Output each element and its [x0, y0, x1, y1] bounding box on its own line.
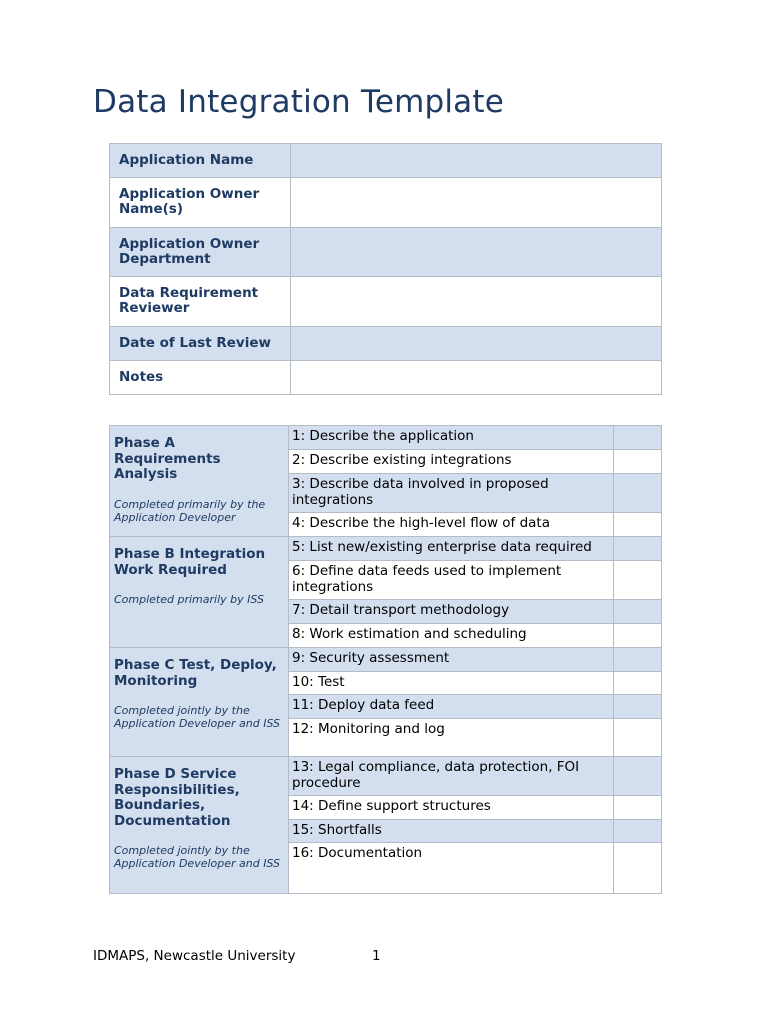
task-status-cell[interactable] — [614, 450, 662, 474]
application-info-table — [109, 143, 662, 395]
task-status-cell[interactable] — [614, 600, 662, 624]
phase-title: Phase C Test, Deploy, Monitoring — [114, 657, 277, 689]
info-row-notes — [110, 361, 662, 395]
task-label: 8: Work estimation and scheduling — [289, 624, 614, 648]
task-label: 4: Describe the high-level flow of data — [289, 513, 614, 537]
task-label: 15: Shortfalls — [289, 820, 614, 843]
info-label: Notes — [110, 361, 291, 395]
info-value-field[interactable] — [291, 178, 662, 228]
task-label: 10: Test — [289, 672, 614, 695]
info-value-field[interactable] — [291, 361, 662, 395]
task-label: 2: Describe existing integrations — [289, 450, 614, 474]
info-value-field[interactable] — [291, 327, 662, 361]
info-label: Application Name — [110, 144, 291, 178]
task-label: 9: Security assessment — [289, 648, 614, 672]
task-label: 6: Define data feeds used to implement integrations — [289, 561, 614, 600]
document-title: Data Integration Template — [93, 84, 504, 120]
task-status-cell[interactable] — [614, 695, 662, 719]
phase-task-table — [109, 425, 662, 894]
task-label: 7: Detail transport methodology — [289, 600, 614, 624]
phase-title: Phase B Integration Work Required — [114, 546, 266, 578]
info-row-owner-names — [110, 178, 662, 228]
info-value-field[interactable] — [291, 144, 662, 178]
footer-text: IDMAPS, Newcastle University — [93, 948, 296, 964]
task-label: 16: Documentation — [289, 843, 614, 894]
task-label: 5: List new/existing enterprise data required — [289, 537, 614, 561]
task-status-cell[interactable] — [614, 561, 662, 600]
task-status-cell[interactable] — [614, 426, 662, 450]
info-label: Data Requirement Reviewer — [110, 277, 291, 327]
phase-title: Phase D Service Responsibilities, Boundaries, Documentation — [114, 766, 240, 829]
info-row-owner-department — [110, 228, 662, 277]
task-status-cell[interactable] — [614, 757, 662, 796]
page-number: 1 — [372, 948, 381, 964]
task-label: 11: Deploy data feed — [289, 695, 614, 719]
task-label: 13: Legal compliance, data protection, FOI procedure — [289, 757, 614, 796]
task-label: 12: Monitoring and log — [289, 719, 614, 757]
task-status-cell[interactable] — [614, 513, 662, 537]
task-status-cell[interactable] — [614, 474, 662, 513]
phase-cell — [110, 426, 289, 537]
task-row — [110, 426, 662, 450]
info-row-application-name — [110, 144, 662, 178]
info-label: Application Owner Name(s) — [110, 178, 291, 228]
task-label: 1: Describe the application — [289, 426, 614, 450]
info-value-field[interactable] — [291, 228, 662, 277]
phase-note: Completed jointly by the Application Developer and ISS — [114, 704, 281, 730]
info-label: Application Owner Department — [110, 228, 291, 277]
task-row — [110, 757, 662, 796]
task-label: 3: Describe data involved in proposed integrations — [289, 474, 614, 513]
info-row-reviewer — [110, 277, 662, 327]
info-row-last-review — [110, 327, 662, 361]
task-status-cell[interactable] — [614, 796, 662, 820]
phase-title: Phase A Requirements Analysis — [114, 435, 221, 482]
task-row — [110, 648, 662, 672]
info-value-field[interactable] — [291, 277, 662, 327]
task-status-cell[interactable] — [614, 648, 662, 672]
phase-note: Completed primarily by the Application Developer — [114, 497, 266, 524]
phase-cell — [110, 648, 289, 757]
task-row — [110, 537, 662, 561]
info-label: Date of Last Review — [110, 327, 291, 361]
phase-cell — [110, 537, 289, 648]
task-status-cell[interactable] — [614, 537, 662, 561]
task-status-cell[interactable] — [614, 672, 662, 695]
task-status-cell[interactable] — [614, 719, 662, 757]
task-label: 14: Define support structures — [289, 796, 614, 820]
task-status-cell[interactable] — [614, 624, 662, 648]
phase-note: Completed jointly by the Application Developer and ISS — [114, 844, 281, 870]
phase-cell — [110, 757, 289, 894]
phase-note: Completed primarily by ISS — [114, 593, 264, 606]
task-status-cell[interactable] — [614, 843, 662, 894]
task-status-cell[interactable] — [614, 820, 662, 843]
